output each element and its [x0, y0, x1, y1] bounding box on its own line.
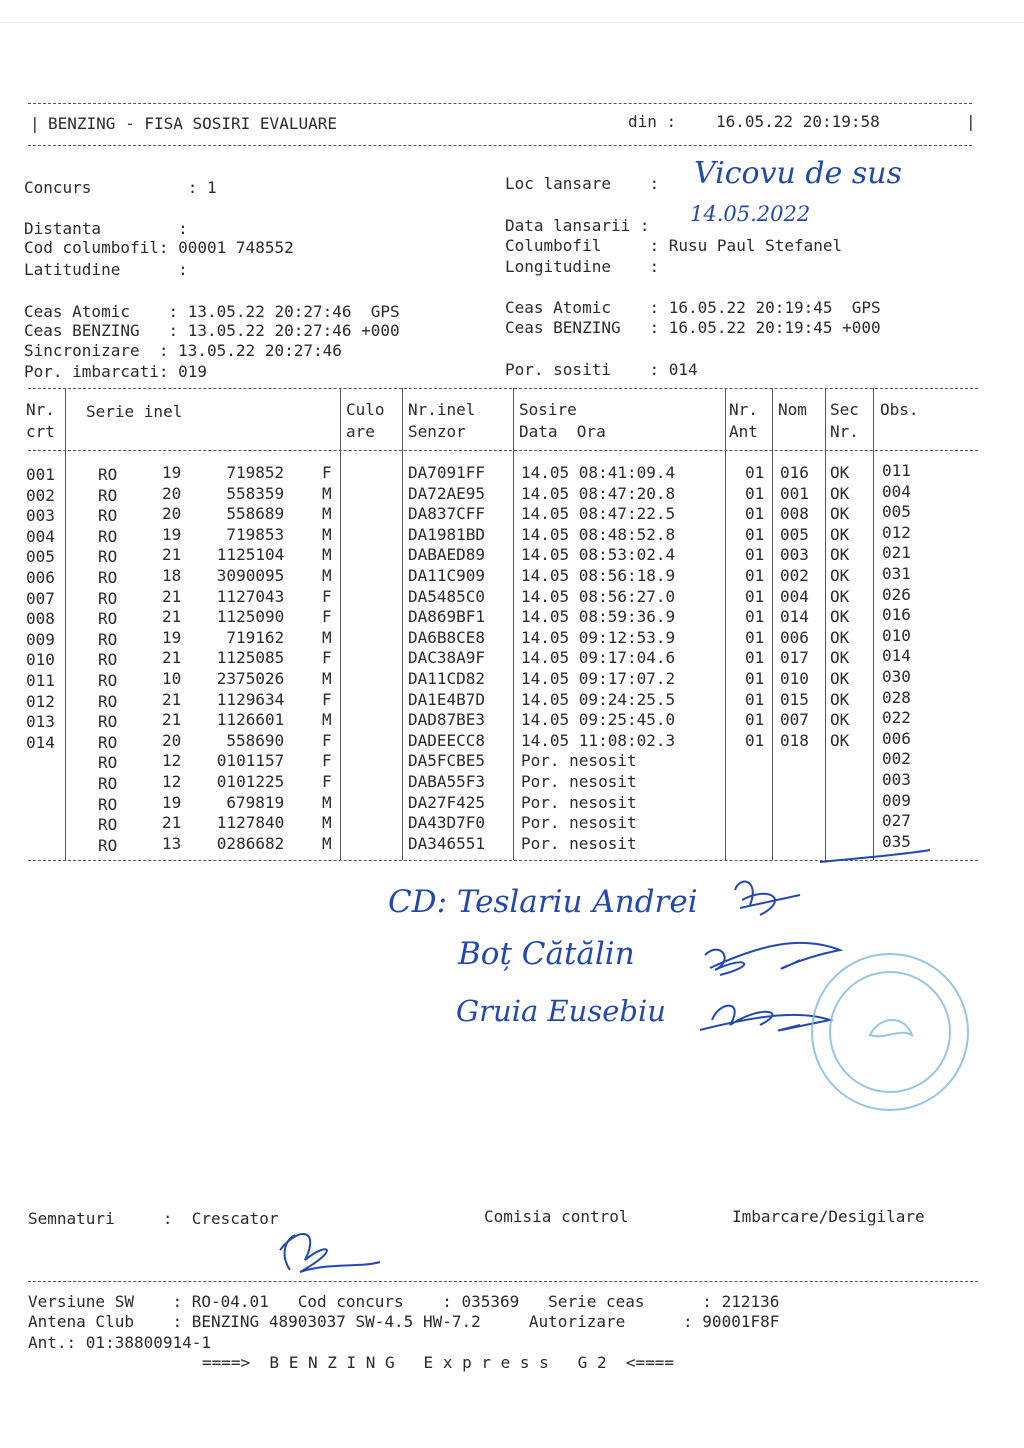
row-sosire: 14.05 09:12:53.9	[521, 627, 676, 647]
row-sec: OK	[830, 586, 850, 606]
header-data-ora: Data Ora	[519, 422, 606, 441]
row-sex: F	[322, 463, 332, 482]
row-an: 21	[162, 648, 182, 668]
row-sex: M	[322, 524, 332, 544]
row-sex: F	[322, 689, 332, 709]
row-serie: 1127043	[216, 586, 285, 606]
footer-line-1: Versiune SW : RO-04.01 Cod concurs : 035369 Serie ceas : 212136	[28, 1292, 780, 1311]
data-lansarii-label: Data lansarii :	[505, 216, 650, 235]
header-nr-ant: Nr.	[729, 400, 758, 419]
header-nr-inel: Nr.inel	[408, 400, 476, 419]
row-sosire: 14.05 08:41:09.4	[521, 463, 676, 482]
signature-mark-2	[705, 943, 840, 975]
row-nr-crt: 003	[26, 506, 55, 526]
row-senzor: DA5485C0	[408, 586, 486, 606]
row-sex: F	[322, 586, 332, 606]
row-serie: 1126601	[216, 710, 285, 730]
row-serie: 558690	[226, 730, 285, 750]
row-senzor: DA869BF1	[408, 607, 486, 627]
por-imbarcati-field: Por. imbarcati: 019	[24, 362, 208, 381]
row-an: 18	[162, 566, 182, 585]
row-nom: 010	[780, 669, 809, 688]
concurs-field: Concurs : 1	[24, 178, 217, 197]
header-nr-crt: Nr.	[26, 400, 55, 419]
row-sosire: 14.05 08:59:36.9	[521, 607, 676, 627]
row-ant: 01	[745, 566, 765, 585]
row-senzor: DABAED89	[408, 545, 486, 565]
header-sec: Sec	[830, 400, 859, 419]
row-serie: 1125104	[216, 545, 285, 565]
row-nom: 006	[780, 627, 809, 647]
row-serie: 719852	[226, 463, 285, 482]
row-sosire: 14.05 08:47:20.8	[521, 483, 676, 503]
row-an: 20	[162, 483, 182, 503]
signature-tail	[820, 850, 930, 862]
row-sosire: 14.05 11:08:02.3	[521, 730, 676, 750]
signature-mark-1	[735, 882, 800, 915]
data-lansarii-handwritten: 14.05.2022	[690, 202, 811, 226]
row-senzor: DAC38A9F	[408, 648, 486, 668]
row-tara: RO	[98, 526, 118, 546]
header-obs: Obs.	[880, 400, 919, 419]
row-sex: F	[322, 648, 332, 668]
row-nr-crt: 013	[26, 712, 55, 732]
row-obs: 014	[882, 646, 911, 666]
row-tara: RO	[98, 712, 118, 732]
row-nom: 001	[780, 483, 809, 503]
row-tara: RO	[98, 774, 118, 793]
row-sosire: 14.05 08:56:18.9	[521, 566, 676, 585]
row-obs: 010	[882, 625, 911, 645]
handwritten-commission-3: Gruia Eusebiu	[456, 994, 666, 1028]
row-senzor: DA72AE95	[408, 483, 486, 503]
row-sex: M	[322, 710, 332, 730]
row-tara: RO	[98, 794, 118, 814]
row-senzor: DA27F425	[408, 792, 486, 812]
footer-rule	[28, 1281, 978, 1282]
row-tara: RO	[98, 568, 118, 587]
row-nr-crt: 012	[26, 691, 55, 711]
row-serie: 1125085	[216, 648, 285, 668]
row-an: 21	[162, 813, 182, 833]
row-sosire: Por. nesosit	[521, 772, 637, 791]
row-sex: M	[322, 813, 332, 833]
row-sec: OK	[830, 545, 850, 565]
row-obs: 012	[882, 522, 911, 542]
din-label: din :	[628, 112, 677, 131]
row-ant: 01	[745, 607, 765, 627]
header-sec: Nr.	[830, 422, 859, 441]
row-obs: 022	[882, 708, 911, 728]
row-an: 19	[162, 524, 182, 544]
header-culoare: are	[346, 422, 375, 441]
footer-line-3: Ant.: 01:38800914-1	[28, 1333, 212, 1352]
row-an: 19	[162, 463, 182, 482]
row-obs: 006	[882, 728, 911, 748]
row-obs: 027	[882, 811, 911, 831]
document-title: BENZING - FISA SOSIRI EVALUARE	[48, 114, 337, 133]
row-sosire: 14.05 09:24:25.5	[521, 689, 676, 709]
header-serie-inel: Serie inel	[86, 402, 183, 421]
row-sosire: 14.05 09:17:04.6	[521, 648, 676, 668]
row-serie: 0101225	[216, 772, 285, 791]
row-nom: 004	[780, 586, 809, 606]
row-sosire: 14.05 08:48:52.8	[521, 524, 676, 544]
loc-lansare-label: Loc lansare :	[505, 174, 660, 193]
row-nom: 016	[780, 463, 809, 482]
row-sex: M	[322, 792, 332, 812]
row-an: 10	[162, 669, 182, 688]
row-sex: M	[322, 504, 332, 524]
row-an: 12	[162, 751, 182, 771]
row-sex: F	[322, 751, 332, 771]
row-sex: M	[322, 833, 332, 853]
row-serie: 0286682	[216, 833, 285, 853]
row-obs: 035	[882, 831, 911, 851]
header-left-bar: |	[30, 114, 40, 133]
row-sosire: 14.05 08:53:02.4	[521, 545, 676, 565]
row-serie: 2375026	[216, 669, 285, 688]
header-sosire: Sosire	[519, 400, 577, 419]
club-stamp	[812, 954, 968, 1110]
row-ant: 01	[745, 524, 765, 544]
row-senzor: DAD87BE3	[408, 710, 486, 730]
row-serie: 3090095	[216, 566, 285, 585]
row-tara: RO	[98, 691, 118, 711]
row-serie: 0101157	[216, 751, 285, 771]
row-obs: 028	[882, 687, 911, 707]
row-an: 19	[162, 792, 182, 812]
row-ant: 01	[745, 669, 765, 688]
row-ant: 01	[745, 504, 765, 524]
row-ant: 01	[745, 710, 765, 730]
row-tara: RO	[98, 815, 118, 835]
row-nr-crt: 014	[26, 732, 55, 752]
row-serie: 558689	[226, 504, 285, 524]
row-tara: RO	[98, 650, 118, 670]
row-sosire: Por. nesosit	[521, 751, 637, 771]
row-ant: 01	[745, 648, 765, 668]
row-senzor: DA7091FF	[408, 463, 486, 482]
row-serie: 719853	[226, 524, 285, 544]
row-senzor: DA837CFF	[408, 504, 486, 524]
crescator-signature	[280, 1234, 380, 1272]
row-tara: RO	[98, 609, 118, 629]
row-tara: RO	[98, 835, 118, 855]
row-ant: 01	[745, 730, 765, 750]
row-sec: OK	[830, 689, 850, 709]
row-obs: 026	[882, 584, 911, 604]
row-nom: 005	[780, 524, 809, 544]
header-nr-crt: crt	[26, 422, 55, 441]
row-obs: 009	[882, 790, 911, 810]
imbarcare-label: Imbarcare/Desigilare	[732, 1207, 925, 1226]
row-nom: 002	[780, 566, 809, 585]
row-nr-crt: 009	[26, 629, 55, 649]
row-tara: RO	[98, 506, 118, 526]
row-senzor: DA5FCBE5	[408, 751, 486, 771]
row-sosire: 14.05 09:17:07.2	[521, 669, 676, 688]
row-serie: 679819	[226, 792, 285, 812]
row-sec: OK	[830, 504, 850, 524]
row-nr-crt: 002	[26, 485, 55, 505]
row-serie: 558359	[226, 483, 285, 503]
row-tara: RO	[98, 485, 118, 505]
row-ant: 01	[745, 586, 765, 606]
row-nom: 015	[780, 689, 809, 709]
row-sec: OK	[830, 710, 850, 730]
row-senzor: DABA55F3	[408, 772, 486, 791]
row-sec: OK	[830, 524, 850, 544]
semnaturi-label: Semnaturi : Crescator	[28, 1209, 279, 1228]
signature-mark-3	[700, 1006, 830, 1031]
row-nom: 014	[780, 607, 809, 627]
row-tara: RO	[98, 547, 118, 567]
footer-line-2: Antena Club : BENZING 48903037 SW-4.5 HW-7.2 Autorizare : 90001F8F	[28, 1312, 780, 1331]
sincronizare-field: Sincronizare : 13.05.22 20:27:46	[24, 341, 342, 360]
row-obs: 004	[882, 481, 911, 501]
row-sex: F	[322, 607, 332, 627]
row-senzor: DA346551	[408, 833, 486, 853]
row-sex: M	[322, 483, 332, 503]
row-senzor: DA1E4B7D	[408, 689, 486, 709]
row-sec: OK	[830, 669, 850, 688]
handwritten-commission-1: CD: Teslariu Andrei	[388, 884, 698, 920]
row-obs: 002	[882, 749, 911, 769]
row-serie: 1129634	[216, 689, 285, 709]
row-obs: 003	[882, 770, 911, 789]
row-sec: OK	[830, 566, 850, 585]
latitudine-field: Latitudine :	[24, 260, 188, 279]
row-senzor: DA43D7F0	[408, 813, 486, 833]
row-serie: 719162	[226, 627, 285, 647]
row-nr-crt: 006	[26, 568, 55, 587]
row-sosire: 14.05 09:25:45.0	[521, 710, 676, 730]
row-an: 19	[162, 627, 182, 647]
row-tara: RO	[98, 753, 118, 773]
row-an: 13	[162, 833, 182, 853]
row-nr-crt: 010	[26, 650, 55, 670]
row-obs: 016	[882, 605, 911, 625]
row-sex: F	[322, 772, 332, 791]
row-nom: 007	[780, 710, 809, 730]
row-serie: 1127840	[216, 813, 285, 833]
footer-line-4: ====> B E N Z I N G E x p r e s s G 2 <====	[202, 1353, 675, 1372]
row-obs: 030	[882, 667, 911, 686]
row-sec: OK	[830, 483, 850, 503]
row-senzor: DADEECC8	[408, 730, 486, 750]
row-ant: 01	[745, 627, 765, 647]
header-nr-ant: Ant	[729, 422, 758, 441]
row-tara: RO	[98, 629, 118, 649]
row-senzor: DA11C909	[408, 566, 486, 585]
row-nr-crt: 001	[26, 465, 55, 484]
row-nom: 008	[780, 504, 809, 524]
row-sec: OK	[830, 607, 850, 627]
row-tara: RO	[98, 588, 118, 608]
row-senzor: DA6B8CE8	[408, 627, 486, 647]
row-obs: 011	[882, 461, 911, 480]
comisia-control-label: Comisia control	[484, 1207, 629, 1226]
row-an: 12	[162, 772, 182, 791]
row-senzor: DA1981BD	[408, 524, 486, 544]
row-ant: 01	[745, 463, 765, 482]
longitudine-field: Longitudine :	[505, 257, 660, 276]
cod-columbofil-field: Cod columbofil: 00001 748552	[24, 238, 294, 257]
ceas-benzing-start: Ceas BENZING : 13.05.22 20:27:46 +000	[24, 321, 400, 340]
row-tara: RO	[98, 671, 118, 690]
row-nom: 017	[780, 648, 809, 668]
ceas-atomic-start: Ceas Atomic : 13.05.22 20:27:46 GPS	[24, 302, 400, 321]
row-sosire: 14.05 08:56:27.0	[521, 586, 676, 606]
row-an: 21	[162, 545, 182, 565]
row-senzor: DA11CD82	[408, 669, 486, 688]
row-sosire: Por. nesosit	[521, 792, 637, 812]
row-nr-crt: 005	[26, 547, 55, 567]
handwritten-commission-2: Boț Cătălin	[458, 936, 635, 972]
ceas-atomic-end: Ceas Atomic : 16.05.22 20:19:45 GPS	[505, 298, 881, 317]
row-nr-crt: 004	[26, 526, 55, 546]
header-culoare: Culo	[346, 400, 385, 419]
row-ant: 01	[745, 689, 765, 709]
row-sec: OK	[830, 648, 850, 668]
row-an: 21	[162, 586, 182, 606]
row-nr-crt: 011	[26, 671, 55, 690]
ceas-benzing-end: Ceas BENZING : 16.05.22 20:19:45 +000	[505, 318, 881, 337]
row-nom: 018	[780, 730, 809, 750]
row-ant: 01	[745, 483, 765, 503]
row-sex: M	[322, 627, 332, 647]
row-nom: 003	[780, 545, 809, 565]
row-ant: 01	[745, 545, 765, 565]
row-sec: OK	[830, 463, 850, 482]
row-sex: M	[322, 669, 332, 688]
row-sec: OK	[830, 627, 850, 647]
row-serie: 1125090	[216, 607, 285, 627]
din-value: 16.05.22 20:19:58	[716, 112, 880, 131]
row-sosire: Por. nesosit	[521, 833, 637, 853]
row-an: 20	[162, 504, 182, 524]
columbofil-field: Columbofil : Rusu Paul Stefanel	[505, 236, 843, 255]
row-sex: F	[322, 730, 332, 750]
row-an: 20	[162, 730, 182, 750]
loc-lansare-handwritten: Vicovu de sus	[694, 156, 903, 191]
row-obs: 031	[882, 564, 911, 583]
row-sex: M	[322, 545, 332, 565]
row-tara: RO	[98, 465, 118, 484]
row-sec: OK	[830, 730, 850, 750]
distanta-field: Distanta :	[24, 219, 188, 238]
header-nom: Nom	[778, 400, 807, 419]
row-an: 21	[162, 710, 182, 730]
row-sosire: Por. nesosit	[521, 813, 637, 833]
por-sositi-field: Por. sositi : 014	[505, 360, 698, 379]
row-nr-crt: 007	[26, 588, 55, 608]
row-nr-crt: 008	[26, 609, 55, 629]
row-tara: RO	[98, 732, 118, 752]
row-obs: 005	[882, 502, 911, 522]
row-an: 21	[162, 607, 182, 627]
row-sex: M	[322, 566, 332, 585]
header-senzor: Senzor	[408, 422, 466, 441]
row-an: 21	[162, 689, 182, 709]
row-obs: 021	[882, 543, 911, 563]
row-sosire: 14.05 08:47:22.5	[521, 504, 676, 524]
header-right-bar: |	[966, 112, 976, 131]
